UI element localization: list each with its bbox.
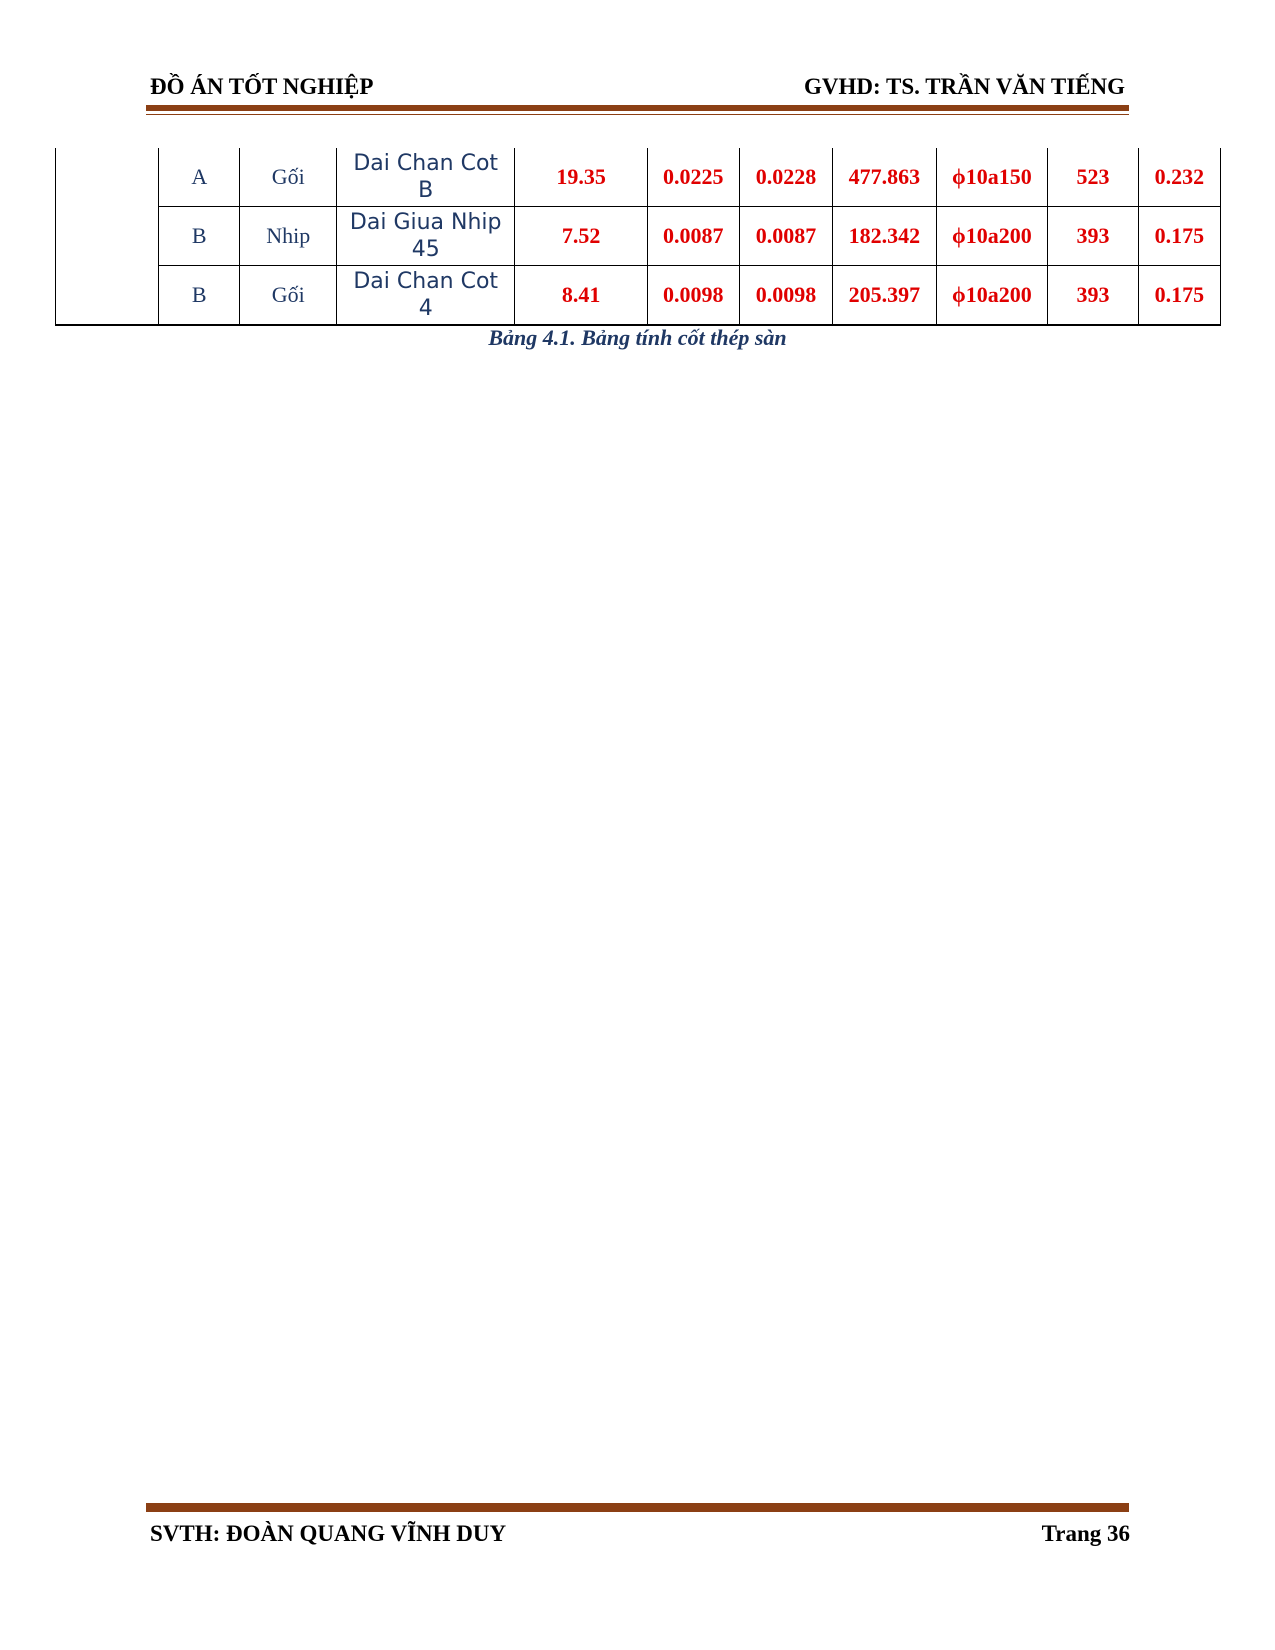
description-line1: Dai Giua Nhip — [349, 210, 502, 235]
xi-cell: 0.0087 — [739, 207, 833, 266]
description-cell — [337, 266, 515, 326]
ratio-cell: 0.175 — [1138, 266, 1220, 326]
as-required-cell: 477.863 — [833, 148, 936, 207]
rebar-choice-cell: ϕ10a200 — [936, 266, 1048, 326]
axis-cell: A — [159, 148, 240, 207]
footer-student: SVTH: ĐOÀN QUANG VĨNH DUY — [150, 1521, 507, 1546]
rebar-choice-cell: ϕ10a200 — [936, 207, 1048, 266]
table-row — [56, 266, 1221, 326]
position-cell: Gối — [240, 148, 337, 207]
description-line1: Dai Chan Cot — [353, 269, 499, 294]
header-divider — [146, 105, 1129, 111]
alpha-m-cell: 0.0225 — [647, 148, 739, 207]
position-cell: Gối — [240, 266, 337, 326]
description-cell — [337, 207, 515, 266]
as-required-cell: 182.342 — [833, 207, 936, 266]
position-cell: Nhip — [240, 207, 337, 266]
moment-cell: 8.41 — [515, 266, 648, 326]
table-row — [56, 207, 1221, 266]
alpha-m-cell: 0.0098 — [647, 266, 739, 326]
header-title: ĐỒ ÁN TỐT NGHIỆP — [150, 74, 374, 99]
table-row — [56, 148, 1221, 207]
as-provided-cell: 393 — [1048, 266, 1139, 326]
ratio-cell: 0.175 — [1138, 207, 1220, 266]
description-line2: 45 — [411, 237, 440, 262]
merged-floor-cell — [56, 148, 159, 325]
as-provided-cell: 523 — [1048, 148, 1139, 207]
page-number: Trang 36 — [1041, 1521, 1130, 1546]
xi-cell: 0.0098 — [739, 266, 833, 326]
as-required-cell: 205.397 — [833, 266, 936, 326]
axis-cell: B — [159, 266, 240, 326]
axis-cell: B — [159, 207, 240, 266]
description-line2: B — [418, 178, 434, 203]
rebar-choice-cell: ϕ10a150 — [936, 148, 1048, 207]
header-advisor: GVHD: TS. TRẦN VĂN TIẾNG — [803, 74, 1125, 99]
xi-cell: 0.0228 — [739, 148, 833, 207]
description-cell — [337, 148, 515, 207]
description-line2: 4 — [418, 296, 433, 321]
description-line1: Dai Chan Cot — [353, 151, 499, 176]
as-provided-cell: 393 — [1048, 207, 1139, 266]
moment-cell: 19.35 — [515, 148, 648, 207]
moment-cell: 7.52 — [515, 207, 648, 266]
alpha-m-cell: 0.0087 — [647, 207, 739, 266]
table-caption: Bảng 4.1. Bảng tính cốt thép sàn — [488, 325, 787, 350]
rebar-table — [55, 148, 1221, 326]
footer-divider — [146, 1503, 1129, 1512]
ratio-cell: 0.232 — [1138, 148, 1220, 207]
